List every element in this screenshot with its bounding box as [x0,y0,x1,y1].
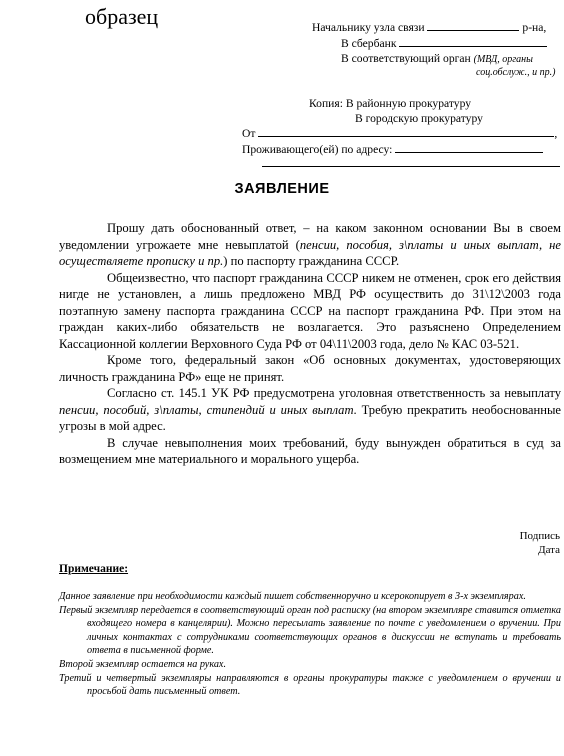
from-blank [258,125,554,137]
address-blank-2 [262,166,560,167]
header-line-3 [341,51,533,67]
paragraph-1-a: Прошу дать обоснованный ответ, – на каком законном основании Вы в своем уведомлении угрожаете мне невыплатой ( [59,221,561,252]
copy-line-1: Копия: В районную прокуратуру [309,97,472,110]
address-blank [395,141,543,153]
header-line-2-blank [399,35,547,47]
from-end: , [554,127,558,140]
notes-list [59,590,561,700]
address-label: Проживающего(ей) по адресу: [242,143,393,156]
paragraph-1 [59,220,561,270]
note-item: Третий и четвертый экземпляры направляются в органы прокуратуры также с уведомлением о вручении и просьбой дать письменный ответ. [59,673,561,698]
sample-label: образец [85,4,159,29]
copy-line-2: В городскую прокуратуру [355,112,483,125]
paragraph-4-italic: пенсии, пособий, з\платы, стипендий и иных выплат [59,402,354,417]
from-label: От [242,127,256,140]
address-line [242,141,543,157]
header-line-1 [312,19,546,35]
paragraph-4 [59,385,561,435]
header-line-3-pre: В соответствующий орган [341,52,471,65]
note-item: Второй экземпляр остается на руках. [59,659,226,671]
note-item: Данное заявление при необходимости каждый пишет собственноручно и ксерокопирует в 3-х экземплярах. [59,591,526,602]
paragraph-4-a: Согласно ст. 145.1 УК РФ предусмотрена уголовная ответственность за невыплату [107,386,561,400]
header-line-1-pre: Начальнику узла связи [312,21,425,34]
header-line-1-post: р-на, [522,21,547,34]
header-line-4: соц.обслуж., и пр.) [476,67,556,78]
note-title: Примечание: [59,563,129,575]
paragraph-4-b: . Требую прекратить необоснованные угрозы в мой адрес. [59,402,561,433]
paragraph-1-italic: пенсии, пособия, з\платы и иных выплат, не осуществляете прописку и пр. [59,237,562,268]
header-line-2-text: В сбербанк [341,37,397,50]
from-line [242,125,557,141]
paragraph-1-b: ) по паспорту гражданина СССР. [223,254,400,268]
paragraph-5: В случае невыполнения моих требований, буду вынужден обратиться в суд за возмещением мне материального и морального ущерба. [59,435,561,466]
header-line-2 [341,35,547,51]
header-line-3-italic: (МВД, органы [473,54,533,65]
paragraph-2: Общеизвестно, что паспорт гражданина СССР никем не отменен, срок его действия нигде не установлен, а лишь предложено МВД РФ осуществить до 31\12\2003 года поэтапную замену паспорта гражданина СССР на паспорт гражданина РФ. При этом на граждан каких-либо обязательств не возлагается. Это разъяснено Определением Кассационной коллегии Верховного Суда РФ от 04\11\2003 года, дело № КАС 03-521. [59,270,561,351]
document-title: ЗАЯВЛЕНИЕ [234,181,330,197]
document-body [59,220,561,468]
paragraph-3: Кроме того, федеральный закон «Об основных документах, удостоверяющих личность гражданина РФ» еще не принят. [59,353,561,384]
note-item: Первый экземпляр передается в соответствующий орган под расписку (на втором экземпляре ставится отметка входящего номера в канцелярии). Можно пересылать заявление по почте с уведомлением о вручении. При личных контактах с сотрудниками соответствующих органов в дискуссии не вступать и требовать ответа в письменной форме. [59,605,561,656]
date-label: Дата [538,544,560,556]
signature-label: Подпись [519,530,560,542]
header-line-1-blank [427,19,519,31]
